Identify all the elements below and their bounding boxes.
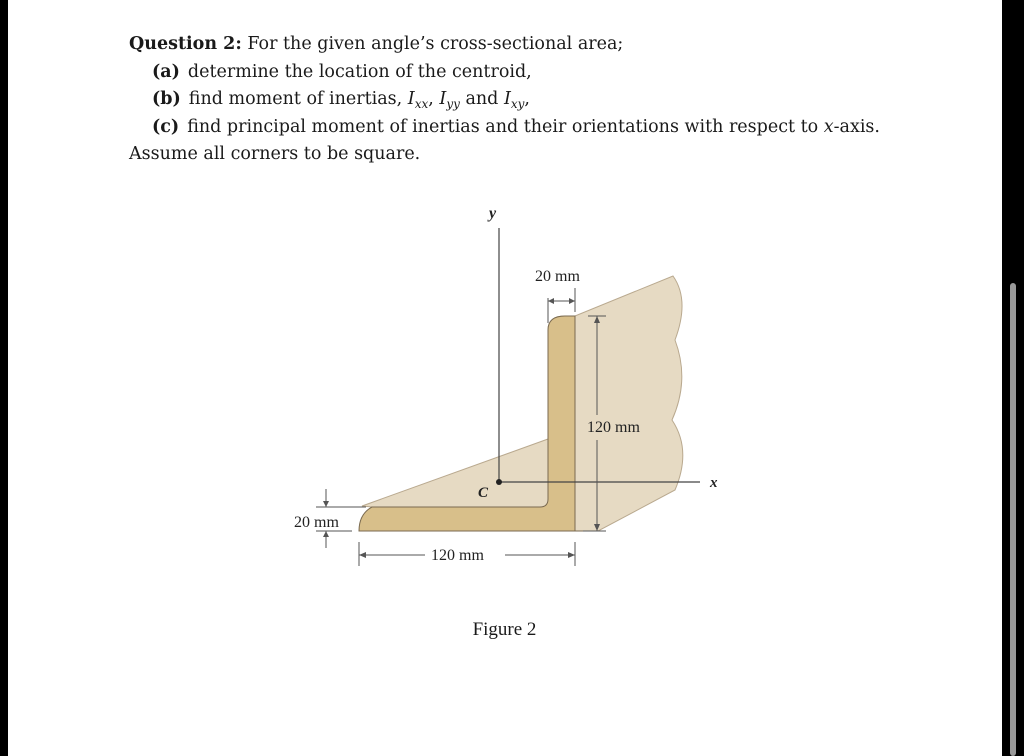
- ixx-symbol: I: [407, 89, 415, 109]
- part-a-label: (a): [152, 61, 180, 82]
- horizontal-leg-top-surface: [362, 439, 548, 507]
- ixy-subscript: xy: [510, 97, 525, 111]
- part-c-label: (c): [152, 116, 180, 137]
- y-axis-label: y: [489, 205, 497, 222]
- and-text: and: [459, 89, 504, 109]
- ixy-symbol: I: [503, 89, 511, 109]
- x-axis-label: x: [710, 475, 718, 491]
- assumption-text: Assume all corners to be square.: [129, 144, 421, 164]
- part-b-text: find moment of inertias,: [188, 89, 408, 109]
- vertical-leg-label: 120 mm: [587, 419, 640, 436]
- question-intro: For the given angle’s cross-sectional area;: [241, 34, 624, 54]
- part-b: (b) find moment of inertias, $I_{xx}$, $I_{yy}$ and $I_{xy}$,: [152, 89, 530, 111]
- horizontal-leg-label: 120 mm: [431, 547, 484, 564]
- left-thickness-label: 20 mm: [294, 514, 339, 531]
- centroid-label: C: [478, 485, 489, 501]
- part-c-suffix: -axis.: [833, 116, 880, 137]
- part-a-text: determine the location of the centroid,: [187, 61, 532, 82]
- centroid-point: [496, 479, 502, 485]
- top-thickness-label: 20 mm: [535, 268, 580, 285]
- part-c-text: find principal moment of inertias and their orientations with respect to: [187, 116, 824, 137]
- ixx-subscript: xx: [414, 97, 429, 111]
- part-b-label: (b): [152, 89, 181, 109]
- figure-caption: Figure 2: [472, 619, 537, 640]
- iyy-symbol: I: [439, 89, 447, 109]
- iyy-subscript: yy: [446, 97, 460, 111]
- x-variable: x: [823, 116, 834, 137]
- question-number: Question 2:: [129, 34, 242, 54]
